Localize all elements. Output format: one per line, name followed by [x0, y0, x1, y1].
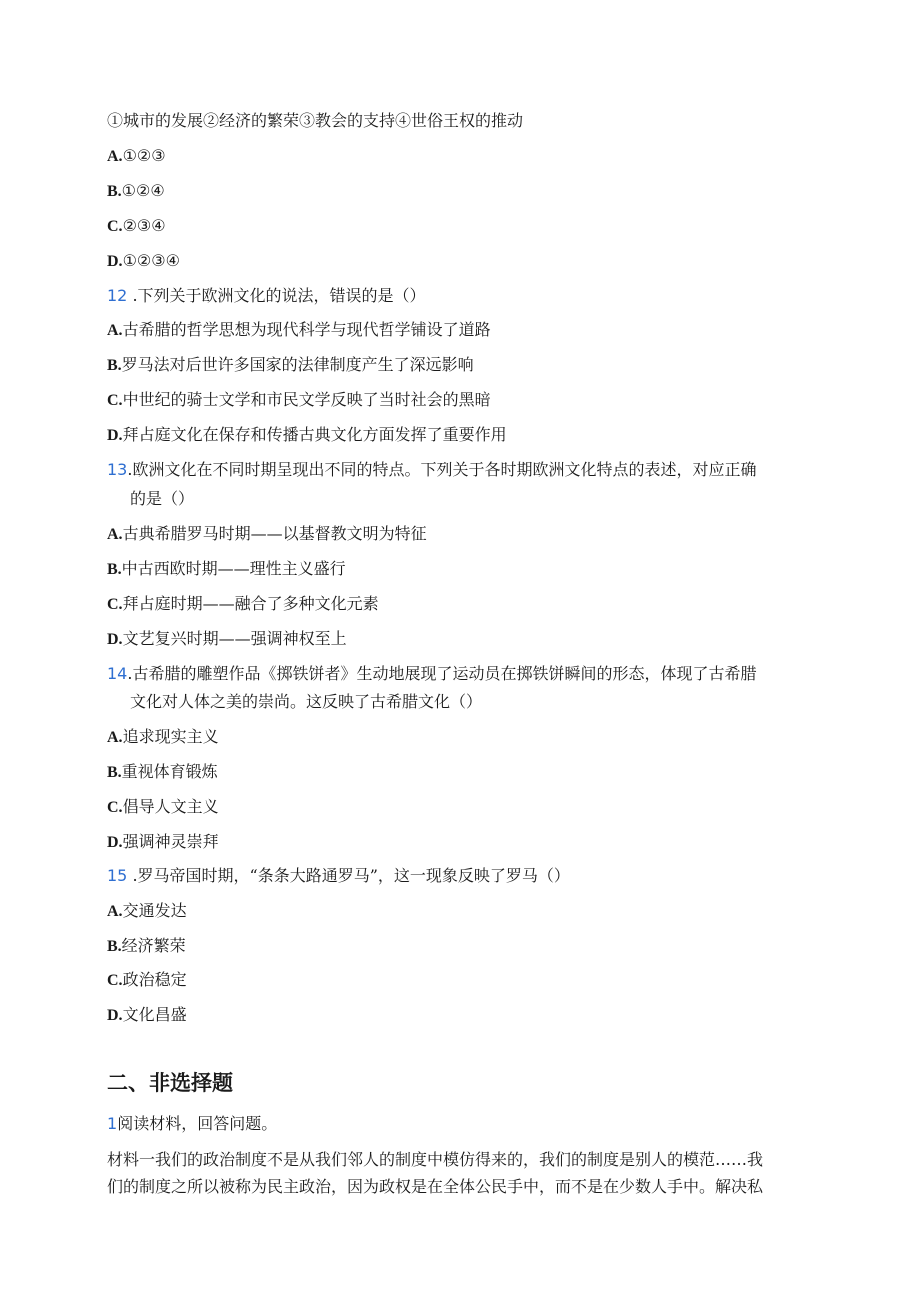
q12-option-b: [107, 355, 474, 376]
option-text: 拜占庭文化在保存和传播古典文化方面发挥了重要作用: [122, 425, 507, 444]
option-letter: D.: [107, 631, 123, 648]
q15-option-d: [107, 1005, 187, 1026]
option-text: 政治稳定: [122, 970, 187, 989]
option-letter: B.: [107, 764, 122, 781]
question-number: 13: [107, 460, 128, 479]
option-text: 古希腊的哲学思想为现代科学与现代哲学铺设了道路: [122, 320, 491, 339]
option-text: ①②③: [122, 146, 166, 165]
option-letter: A.: [107, 148, 123, 165]
option-text: 倡导人文主义: [122, 797, 219, 816]
question-number: 12: [107, 286, 128, 305]
question-text: 阅读材料，回答问题。: [117, 1114, 278, 1133]
option-letter: A.: [107, 526, 123, 543]
material-line-1: 材料一我们的政治制度不是从我们邻人的制度中模仿得来的，我们的制度是别人的模范……我: [107, 1150, 764, 1169]
option-text: 文化昌盛: [122, 1005, 187, 1024]
option-letter: C.: [107, 596, 123, 613]
option-letter: B.: [107, 561, 122, 578]
option-text: ①②④: [121, 181, 165, 200]
q14-option-b: [107, 762, 218, 783]
q12-option-c: [107, 390, 491, 411]
option-letter: D.: [107, 427, 123, 444]
material-line-2: 们的制度之所以被称为民主政治，因为政权是在全体公民手中，而不是在少数人手中。解决私: [107, 1177, 764, 1196]
q13-stem: [107, 460, 756, 480]
option-text: 重视体育锻炼: [121, 762, 218, 781]
q13-option-c: [107, 594, 379, 615]
option-text: ①②③④: [122, 251, 180, 270]
question-text: .罗马帝国时期，“条条大路通罗马”，这一现象反映了罗马（）: [127, 866, 570, 885]
option-letter: B.: [107, 357, 122, 374]
q15-option-a: [107, 901, 187, 922]
q13-option-a: [107, 524, 427, 545]
q12-stem: [107, 286, 426, 306]
option-letter: C.: [107, 218, 123, 235]
q14-stem-continued: 文化对人体之美的崇尚。这反映了古希腊文化（）: [130, 692, 483, 711]
q11-option-c: [107, 216, 166, 237]
q14-option-a: [107, 727, 219, 748]
option-letter: C.: [107, 972, 123, 989]
option-letter: B.: [107, 183, 122, 200]
option-letter: C.: [107, 392, 123, 409]
q11-option-d: [107, 251, 180, 272]
question-number: 14: [107, 664, 128, 683]
option-text: 追求现实主义: [122, 727, 219, 746]
q12-option-d: [107, 425, 507, 446]
q11-option-b: [107, 181, 165, 202]
option-letter: C.: [107, 799, 123, 816]
option-letter: B.: [107, 938, 122, 955]
q15-option-c: [107, 970, 187, 991]
option-text: 中古西欧时期——理性主义盛行: [121, 559, 346, 578]
q11-option-a: [107, 146, 166, 167]
option-text: 古典希腊罗马时期——以基督教文明为特征: [122, 524, 427, 543]
q14-stem: [107, 664, 756, 684]
option-text: 拜占庭时期——融合了多种文化元素: [122, 594, 379, 613]
section-title: 二、非选择题: [107, 1071, 233, 1095]
q13-stem-continued: 的是（）: [130, 489, 195, 508]
section2-q1-stem: [107, 1114, 277, 1134]
option-text: 文艺复兴时期——强调神权至上: [122, 629, 347, 648]
option-letter: D.: [107, 834, 123, 851]
option-text: 交通发达: [122, 901, 187, 920]
option-text: 中世纪的骑士文学和市民文学反映了当时社会的黑暗: [122, 390, 491, 409]
option-letter: D.: [107, 253, 123, 270]
question-text: .古希腊的雕塑作品《掷铁饼者》生动地展现了运动员在掷铁饼瞬间的形态，体现了古希腊: [127, 664, 757, 683]
q15-stem: [107, 866, 570, 886]
q11-stem: ①城市的发展②经济的繁荣③教会的支持④世俗王权的推动: [107, 111, 524, 130]
question-text: .下列关于欧洲文化的说法，错误的是（）: [127, 286, 426, 305]
q15-option-b: [107, 936, 186, 957]
option-text: 经济繁荣: [121, 936, 186, 955]
option-text: 强调神灵崇拜: [122, 832, 219, 851]
q14-option-d: [107, 832, 219, 853]
question-text: .欧洲文化在不同时期呈现出不同的特点。下列关于各时期欧洲文化特点的表述，对应正确: [127, 460, 757, 479]
option-letter: D.: [107, 1007, 123, 1024]
question-number: 15: [107, 866, 128, 885]
option-letter: A.: [107, 903, 123, 920]
option-letter: A.: [107, 322, 123, 339]
option-letter: A.: [107, 729, 123, 746]
option-text: ②③④: [122, 216, 166, 235]
question-number: 1: [107, 1114, 118, 1133]
option-text: 罗马法对后世许多国家的法律制度产生了深远影响: [121, 355, 474, 374]
q14-option-c: [107, 797, 219, 818]
q12-option-a: [107, 320, 491, 341]
q13-option-b: [107, 559, 346, 580]
q13-option-d: [107, 629, 347, 650]
